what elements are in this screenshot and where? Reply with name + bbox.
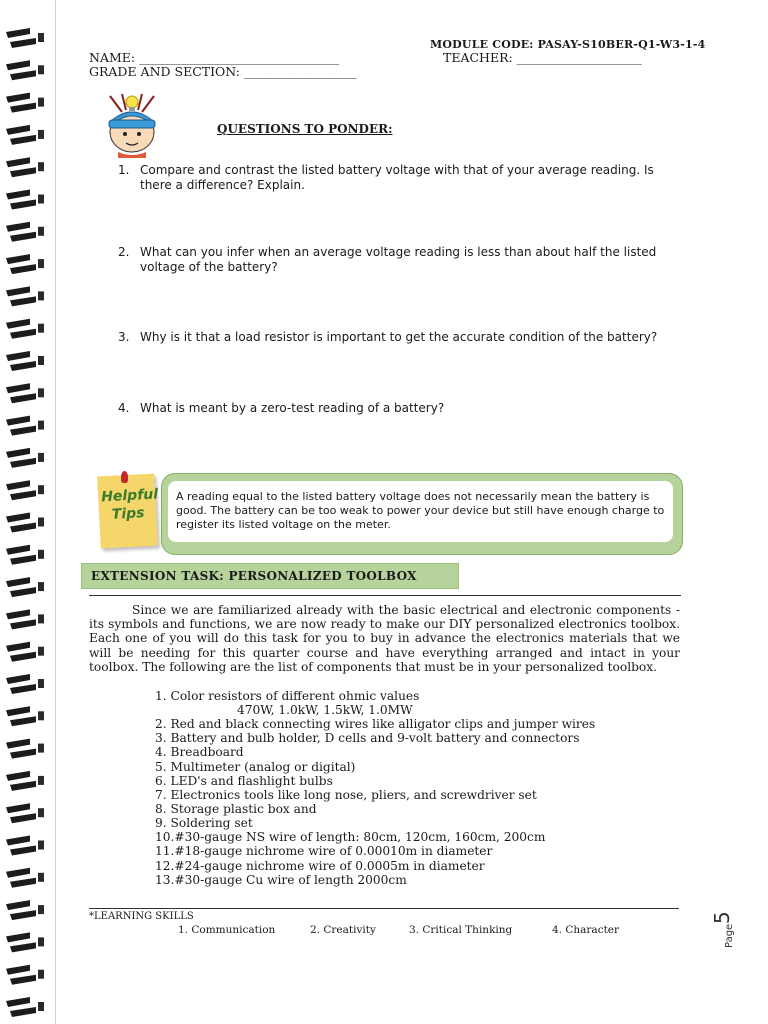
question-text: What is meant by a zero-test reading of a battery? [140, 401, 445, 415]
question-number: 4. [118, 401, 130, 415]
extension-paragraph: Since we are familiarized already with the basic electrical and electronic components - its symbols and functions, we are now ready to make our DIY personalized electronics toolbox. Each one of you will do this task for you to buy in advance the electronics materials that we will be needing for this quarter course and have everything arranged and intact in your toolbox. The following are the list of components that must be in your personalized toolbox. [89, 603, 680, 674]
extension-task-title: EXTENSION TASK: PERSONALIZED TOOLBOX [91, 569, 417, 583]
binding-ring [6, 513, 44, 533]
binding-ring [6, 868, 44, 888]
binding-ring [6, 60, 44, 80]
spiral-binding [0, 0, 56, 1024]
learning-skill: 3. Critical Thinking [409, 924, 513, 936]
question-item [118, 401, 678, 416]
tip-text: A reading equal to the listed battery voltage does not necessarily mean the battery is good. The battery can be too weak to power your device but still have enough charge to register its listed voltage on the meter. [176, 490, 665, 532]
binding-ring [6, 577, 44, 597]
binding-ring [6, 932, 44, 952]
binding-ring [6, 222, 44, 242]
list-item: 11.#18-gauge nichrome wire of 0.00010m in diameter [155, 844, 493, 858]
binding-ring [6, 836, 44, 856]
grade-section-field-label: GRADE AND SECTION: __________________ [89, 64, 357, 79]
page-digit: 5 [710, 911, 734, 924]
binding-ring [6, 448, 44, 468]
binding-ring [6, 609, 44, 629]
question-number: 1. [118, 163, 130, 177]
learning-skills-title: *LEARNING SKILLS [89, 911, 194, 922]
helpful-tips-line2: Tips [111, 505, 145, 523]
learning-skill: 4. Character [552, 924, 620, 936]
binding-ring [6, 771, 44, 791]
helpful-tips-label [100, 486, 159, 525]
binding-ring [6, 965, 44, 985]
binding-ring [6, 351, 44, 371]
pushpin-icon [121, 471, 128, 483]
binding-ring [6, 190, 44, 210]
binding-ring [6, 93, 44, 113]
list-item: 10.#30-gauge NS wire of length: 80cm, 120cm, 160cm, 200cm [155, 830, 546, 844]
binding-ring [6, 416, 44, 436]
page-edge [55, 0, 56, 1024]
binding-ring [6, 739, 44, 759]
list-item: 1. Color resistors of different ohmic values [155, 689, 420, 703]
binding-ring [6, 642, 44, 662]
list-item: 2. Red and black connecting wires like alligator clips and jumper wires [155, 717, 596, 731]
question-text: What can you infer when an average voltage reading is less than about half the listed voltage of the battery? [140, 245, 657, 274]
footer-divider [89, 908, 679, 909]
learning-skill: 1. Communication [178, 924, 276, 936]
page-word: Page [724, 923, 735, 948]
binding-ring [6, 125, 44, 145]
binding-ring [6, 28, 44, 48]
teacher-field-label: TEACHER: ____________________ [443, 50, 642, 65]
binding-ring [6, 319, 44, 339]
binding-ring [6, 545, 44, 565]
question-item [118, 245, 678, 275]
binding-ring [6, 674, 44, 694]
list-item: 4. Breadboard [155, 745, 244, 759]
learning-skill: 2. Creativity [310, 924, 376, 936]
binding-ring [6, 157, 44, 177]
list-item: 3. Battery and bulb holder, D cells and 9-volt battery and connectors [155, 731, 580, 745]
question-item [118, 163, 678, 193]
binding-ring [6, 706, 44, 726]
list-item: 13.#30-gauge Cu wire of length 2000cm [155, 873, 407, 887]
question-text: Compare and contrast the listed battery voltage with that of your average reading. Is there a difference? Explain. [140, 163, 654, 192]
list-item: 9. Soldering set [155, 816, 253, 830]
questions-to-ponder-title: QUESTIONS TO PONDER: [217, 122, 393, 136]
binding-ring [6, 286, 44, 306]
list-item: 12.#24-gauge nichrome wire of 0.0005m in diameter [155, 859, 485, 873]
name-field-label: NAME: ________________________________ [89, 50, 340, 65]
binding-ring [6, 997, 44, 1017]
binding-ring [6, 803, 44, 823]
list-item: 7. Electronics tools like long nose, pliers, and screwdriver set [155, 788, 537, 802]
helpful-tips-line1: Helpful [100, 486, 159, 506]
question-text: Why is it that a load resistor is important to get the accurate condition of the battery? [140, 330, 658, 344]
binding-ring [6, 480, 44, 500]
question-number: 3. [118, 330, 130, 344]
binding-ring [6, 900, 44, 920]
module-code: MODULE CODE: PASAY-S10BER-Q1-W3-1-4 [430, 38, 706, 51]
question-number: 2. [118, 245, 130, 259]
binding-ring [6, 383, 44, 403]
list-item: 5. Multimeter (analog or digital) [155, 760, 356, 774]
question-item [118, 330, 678, 345]
list-item: 8. Storage plastic box and [155, 802, 317, 816]
binding-ring [6, 254, 44, 274]
helpful-tips-sticky-note [97, 474, 158, 549]
thinking-kid-icon [100, 92, 164, 158]
resistor-values: 470W, 1.0kW, 1.5kW, 1.0MW [237, 703, 413, 717]
list-item: 6. LED's and flashlight bulbs [155, 774, 333, 788]
page-number [708, 898, 748, 948]
divider-line [89, 595, 681, 596]
